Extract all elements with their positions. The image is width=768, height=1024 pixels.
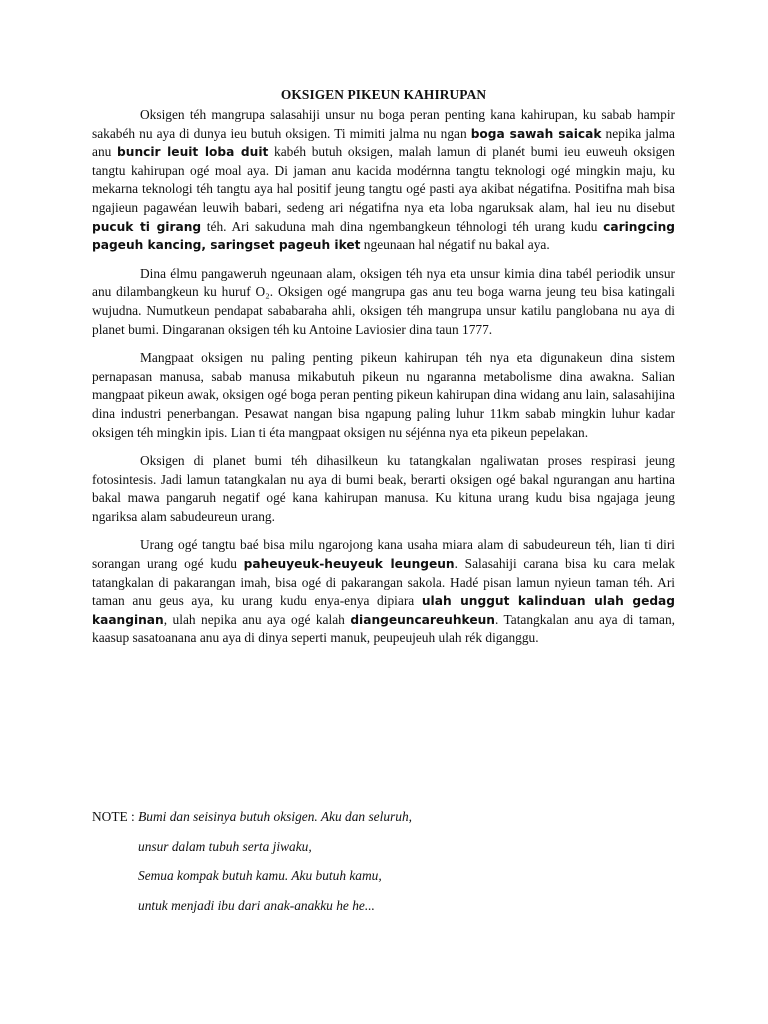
paragraph-4 — [92, 452, 675, 526]
paragraph-2 — [92, 265, 675, 339]
note-line-3: Semua kompak butuh kamu. Aku butuh kamu, — [138, 868, 382, 883]
note-text: Bumi dan seisinya butuh oksigen. Aku dan seluruh, — [138, 809, 412, 824]
note-line-1 — [92, 808, 675, 838]
bold-phrase: buncir leuit loba duit — [117, 145, 269, 160]
note-line-4: untuk menjadi ibu dari anak-anakku he he... — [138, 897, 375, 913]
text-run: ngeunaan hal négatif nu bakal aya. — [360, 237, 550, 253]
document-page — [92, 86, 675, 658]
text-run: nepika jalma anu — [92, 125, 675, 160]
text-run: . Salasahiji carana bisa ku cara melak tatangkalan di pakarangan imah, bisa ogé di pakarangan sakola. Hadé pisan lamun nyieun taman téh. Ari taman anu geus aya, ku urang kudu enya-enya dipiara — [92, 556, 675, 609]
bold-phrase: caringcing pageuh kancing, saringset pageuh iket — [92, 219, 675, 253]
bold-phrase: paheuyeuk-heuyeuk leungeun — [243, 557, 455, 572]
bold-phrase: boga sawah saicak — [470, 126, 602, 141]
text-run: Oksigen di planet bumi téh dihasilkeun ku tatangkalan ngaliwatan proses respirasi jeung fotosintesis. Jadi lamun tatangkalan nu aya di bumi beak, berarti oksigen ogé bakal ngurangan anu hartina bakal mawa pangaruh negatif ogé kana kahirupan manusa. Ku kituna urang kudu bisa ngajaga jeung ngariksa alam sabudeureun urang. — [92, 453, 675, 524]
paragraph-3 — [92, 349, 675, 442]
note-line-2: unsur dalam tubuh serta jiwaku, — [138, 838, 312, 854]
text-run: Mangpaat oksigen nu paling penting pikeun kahirupan téh nya eta digunakeun dina sistem pernapasan manusa, sabab manusa mikabutuh pikeun nu ngaranna metabolisme dina awakna. Salian mangpaat pikeun awak, oksigen ogé boga peran penting pikeun kahirupan dina widang anu lain, salasahijina dina industri penerbangan. Pesawat nangan bisa ngapung paling luhur 11km sabab mingkin luhur kadar oksigen téh mingkin ipis. Lian ti éta mangpaat oksigen nu séjénna nya eta pikeun pepelakan. — [92, 350, 675, 440]
text-run: téh. Ari sakuduna mah dina ngembangkeun téhnologi téh urang kudu — [201, 218, 604, 234]
text-run: Oksigen téh mangrupa salasahiji unsur nu boga peran penting kana kahirupan, ku sabab hampir sakabéh nu aya di dunya ieu butuh oksigen. Ti mimiti jalma nu ngan — [92, 107, 675, 141]
text-run: . Tatangkalan anu aya di taman, kaasup sasatoanana anu aya di dinya seperti manuk, peupeujeuh ulah rék diganggu. — [92, 611, 675, 646]
bold-phrase: diangeuncareuhkeun — [350, 612, 495, 627]
text-run: Dina élmu pangaweruh ngeunaan alam, oksigen téh nya eta unsur kimia dina tabél periodik unsur anu dilambangkeun ku huruf O₂. Oksigen ogé mangrupa gas anu teu boga warna jeung teu bisa katingali wujudna. Numutkeun pendapat sababaraha ahli, oksigen téh mangrupa unsur katilu panglobana nu aya di planet bumi. Dingaranan oksigen téh ku Antoine Laviosier dina taun 1777. — [92, 265, 675, 337]
text-run: kabéh butuh oksigen, malah lamun di planét bumi ieu euweuh oksigen tangtu kahirupan ogé moal aya. Di jaman anu kacida modérnna tangtu teknologi ogé mingkin maju, ku mekarna teknologi téh tangtu aya hal positif jeung tangtu ogé pasti aya akibat négatifna. Positifna mah bisa ngajieun pagawéan leuwih babari, sedeng ari négatifna nya eta loba ngaruksak alam, hal ieu nu disebut — [92, 144, 676, 215]
text-run: Urang ogé tangtu baé bisa milu ngarojong kana usaha miara alam di sabudeureun téh, lian ti diri sorangan urang ogé kudu — [92, 537, 675, 572]
note-block — [92, 808, 675, 926]
bold-phrase: ulah unggut kalinduan ulah gedag kaanginan — [92, 594, 676, 627]
bold-phrase: pucuk ti girang — [92, 219, 202, 234]
paragraph-1 — [92, 106, 675, 255]
text-run: , ulah nepika anu aya ogé kalah — [163, 611, 351, 627]
document-body — [92, 106, 675, 648]
note-label: NOTE : — [92, 809, 139, 824]
paragraph-5 — [92, 536, 675, 648]
document-title: OKSIGEN PIKEUN KAHIRUPAN — [280, 87, 487, 102]
